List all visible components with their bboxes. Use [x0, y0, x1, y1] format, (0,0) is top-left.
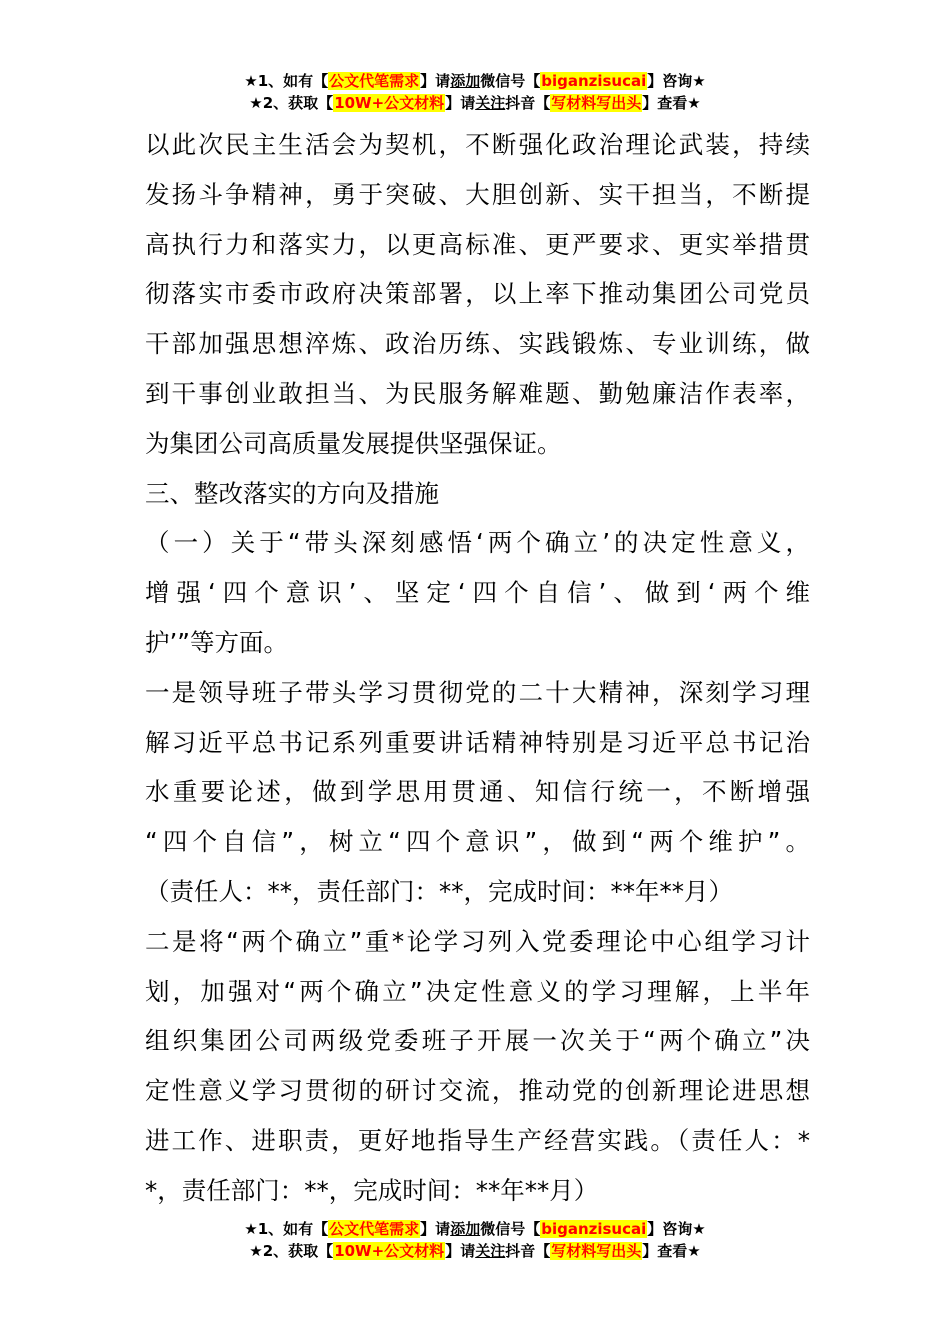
- banner-text: ★1、如有【: [244, 1220, 329, 1238]
- banner-highlight: biganzisucai: [541, 1220, 647, 1238]
- banner-underline: 关注: [475, 1242, 506, 1260]
- banner-line-2: [0, 92, 950, 114]
- banner-text: 】请: [445, 94, 476, 112]
- banner-highlight: 写材料写出头: [551, 1242, 642, 1260]
- banner-text: ★2、获取【: [249, 94, 334, 112]
- banner-text: 】咨询★: [647, 1220, 706, 1238]
- text-line: 护’”等方面。: [145, 627, 288, 657]
- banner-line-1: [0, 70, 950, 92]
- text-line: 到干事创业敢担当、为民服务解难题、勤勉廉洁作表率，: [145, 378, 810, 408]
- text-line: 划，加强对“两个确立”决定性意义的学习理解，上半年: [145, 976, 810, 1006]
- banner-text: ★2、获取【: [249, 1242, 334, 1260]
- banner-text: 】请: [420, 1220, 451, 1238]
- banner-underline: 关注: [475, 94, 506, 112]
- banner-text: 】查看★: [642, 1242, 701, 1260]
- banner-highlight: 10W+公文材料: [334, 94, 445, 112]
- banner-highlight: 公文代笔需求: [329, 1220, 420, 1238]
- text-line: *，责任部门：**，完成时间：**年**月）: [145, 1175, 599, 1205]
- text-line: 彻落实市委市政府决策部署，以上率下推动集团公司党员: [145, 279, 810, 309]
- banner-highlight: biganzisucai: [541, 72, 647, 90]
- banner-text: 】请: [445, 1242, 476, 1260]
- document-body: [145, 120, 810, 1216]
- banner-text: 抖音【: [505, 1242, 551, 1260]
- text-line: 以此次民主生活会为契机，不断强化政治理论武装，持续: [145, 130, 810, 159]
- text-line: “四个自信”，树立“四个意识”，做到“两个维护”。: [145, 827, 810, 857]
- banner-highlight: 公文代笔需求: [329, 72, 420, 90]
- text-line: （责任人：**，责任部门：**，完成时间：**年**月）: [145, 876, 733, 906]
- header-banner: [0, 70, 950, 114]
- banner-text: 】咨询★: [647, 72, 706, 90]
- banner-text: ★1、如有【: [244, 72, 329, 90]
- banner-line-1: [0, 1218, 950, 1240]
- text-line: 发扬斗争精神，勇于突破、大胆创新、实干担当，不断提: [145, 179, 810, 209]
- text-line: 干部加强思想淬炼、政治历练、实践锻炼、专业训练，做: [145, 329, 810, 359]
- banner-underline: 添加: [450, 1220, 481, 1238]
- text-line: 组织集团公司两级党委班子开展一次关于“两个确立”决: [145, 1026, 810, 1056]
- footer-banner: [0, 1218, 950, 1262]
- text-line: 一是领导班子带头学习贯彻党的二十大精神，深刻学习理: [145, 677, 810, 707]
- banner-text: 】查看★: [642, 94, 701, 112]
- text-line: 增强‘四个意识’、坚定‘四个自信’、做到‘两个维: [145, 578, 810, 608]
- text-line: 进工作、进职责，更好地指导生产经营实践。（责任人：*: [145, 1125, 810, 1155]
- banner-text: 抖音【: [505, 94, 551, 112]
- text-line: 为集团公司高质量发展提供坚强保证。: [145, 428, 562, 458]
- text-line: 水重要论述，做到学思用贯通、知信行统一，不断增强: [145, 777, 810, 807]
- banner-text: 微信号【: [480, 1220, 541, 1238]
- text-line: 二是将“两个确立”重*论学习列入党委理论中心组学习计: [145, 926, 810, 956]
- banner-highlight: 10W+公文材料: [334, 1242, 445, 1260]
- banner-underline: 添加: [450, 72, 481, 90]
- banner-text: 微信号【: [480, 72, 541, 90]
- text-line: （一）关于“带头深刻感悟‘两个确立’的决定性意义，: [145, 528, 810, 558]
- text-line: 解习近平总书记系列重要讲话精神特别是习近平总书记治: [145, 727, 810, 757]
- banner-highlight: 写材料写出头: [551, 94, 642, 112]
- banner-text: 】请: [420, 72, 451, 90]
- banner-line-2: [0, 1240, 950, 1262]
- text-line: 定性意义学习贯彻的研讨交流，推动党的创新理论进思想: [145, 1076, 810, 1106]
- text-line: 高执行力和落实力，以更高标准、更严要求、更实举措贯: [145, 229, 810, 259]
- section-heading: 三、整改落实的方向及措施: [145, 478, 439, 508]
